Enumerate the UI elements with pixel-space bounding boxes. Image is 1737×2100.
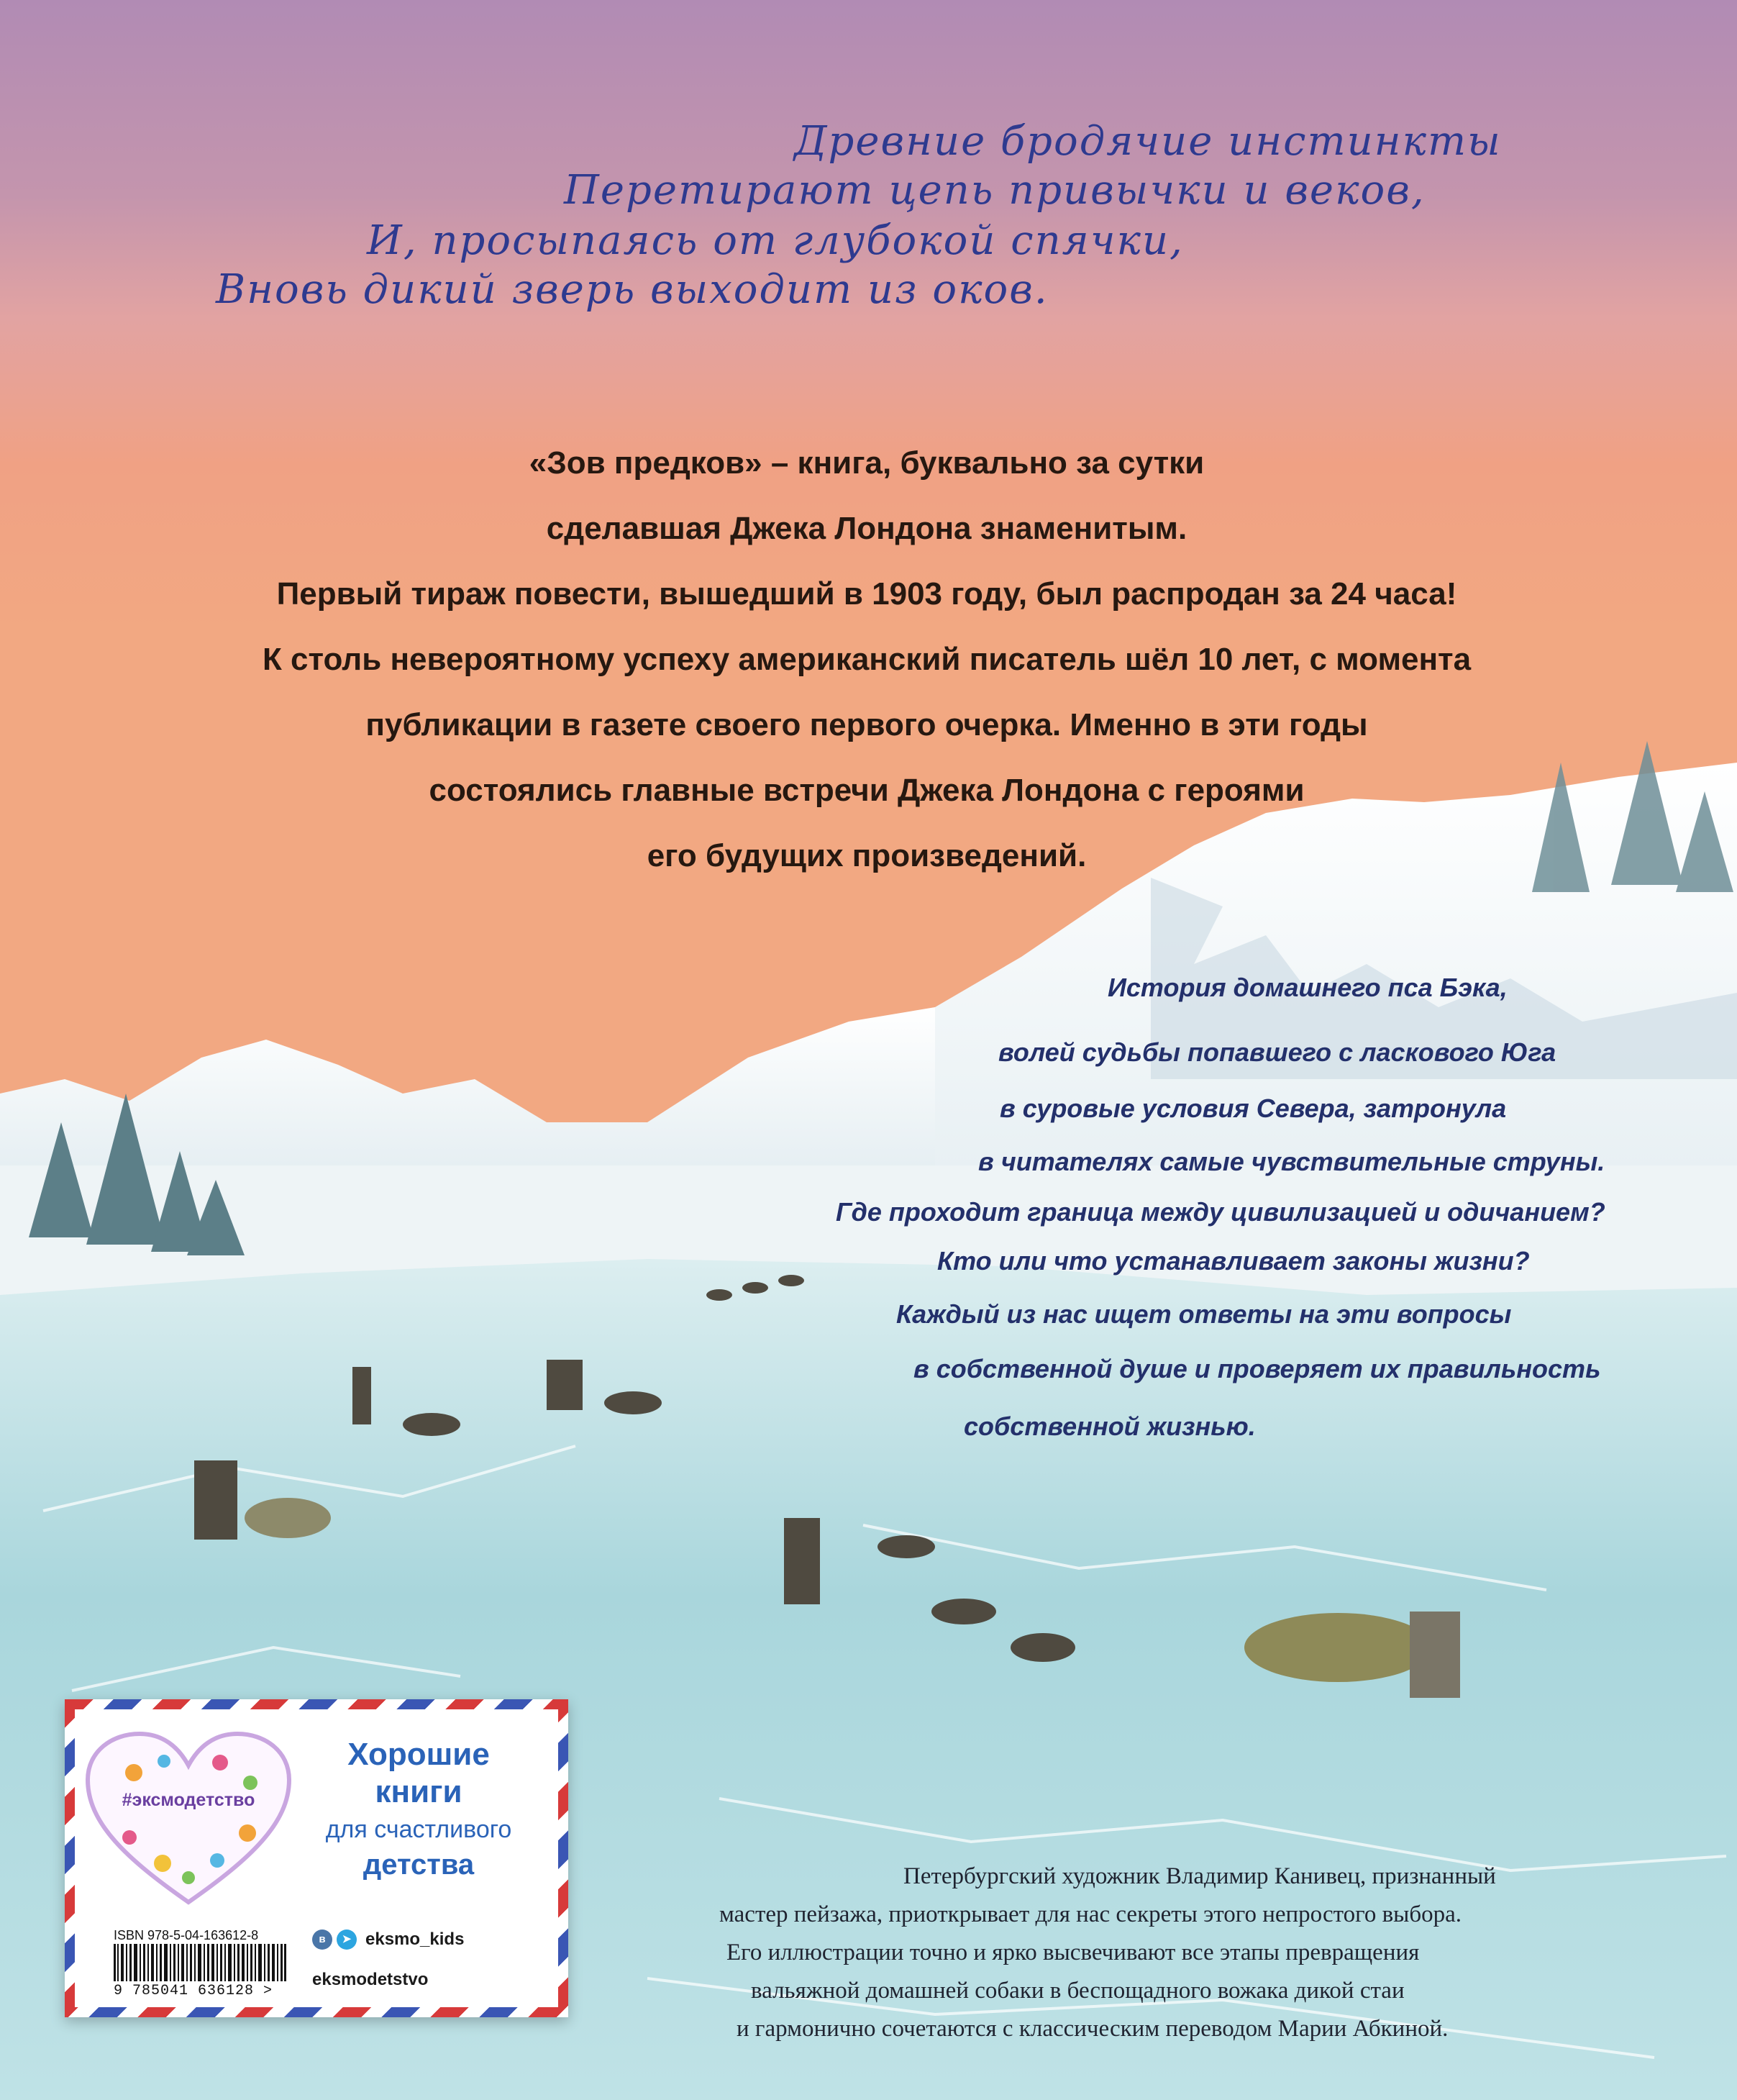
barcode-icon [114, 1944, 286, 1981]
story-line-7: Каждый из нас ищет ответы на эти вопросы [896, 1299, 1512, 1329]
intro-line-2: сделавшая Джека Лондона знаменитым. [546, 511, 1187, 546]
isbn-digits: 9 785041 636128 > [114, 1983, 273, 1999]
story-line-1: История домашнего пса Бэка, [1108, 973, 1508, 1002]
heart-logo-icon [83, 1729, 293, 1909]
poem-line-2: Перетирают цепь привычки и веков, [564, 167, 1426, 214]
intro-line-3: Первый тираж повести, вышедший в 1903 году, был распродан за 24 часа! [276, 576, 1457, 612]
intro-paragraph [144, 430, 1590, 888]
illustrator-line-1: Петербургский художник Владимир Канивец, признанный [903, 1863, 1496, 1889]
intro-line-1: «Зов предков» – книга, буквально за сутки [529, 445, 1205, 481]
poem-line-4: Вновь дикий зверь выходит из оков. [216, 266, 1049, 313]
intro-line-5: публикации в газете своего первого очерка. Именно в эти годы [365, 707, 1368, 742]
story-line-8: в собственной душе и проверяет их правильность [913, 1354, 1601, 1383]
telegram-icon: ➤ [337, 1929, 357, 1950]
vk-icon: в [312, 1929, 332, 1950]
story-line-6: Кто или что устанавливает законы жизни? [937, 1246, 1530, 1276]
postcard-body [75, 1709, 558, 2007]
intro-line-7: его будущих произведений. [647, 838, 1087, 873]
site-name: eksmodetstvo [312, 1970, 429, 1989]
story-line-2: волей судьбы попавшего с ласкового Юга [998, 1037, 1556, 1067]
tagline-line-1: Хорошие [347, 1737, 490, 1772]
story-line-4: в читателях самые чувствительные струны. [978, 1147, 1605, 1176]
social-handle: eksmo_kids [365, 1929, 465, 1949]
isbn-label: ISBN 978-5-04-163612-8 [114, 1928, 259, 1942]
illustrator-line-2: мастер пейзажа, приоткрывает для нас секреты этого непростого выбора. [719, 1901, 1462, 1927]
illustrator-line-4: вальяжной домашней собаки в беспощадного вожака дикой стаи [751, 1978, 1405, 2004]
hashtag-label: #эксмодетство [122, 1790, 255, 1810]
intro-line-6: состоялись главные встречи Джека Лондона с героями [429, 773, 1305, 808]
publisher-postcard [65, 1699, 568, 2017]
tagline-line-4: детства [363, 1849, 475, 1881]
story-line-9: собственной жизнью. [964, 1412, 1256, 1441]
intro-line-4: К столь невероятному успеху американский писатель шёл 10 лет, с момента [262, 642, 1472, 677]
story-line-5: Где проходит граница между цивилизацией и одичанием? [836, 1197, 1605, 1227]
illustrator-line-5: и гармонично сочетаются с классическим переводом Марии Абкиной. [737, 2016, 1449, 2042]
illustrator-line-3: Его иллюстрации точно и ярко высвечивают все этапы превращения [726, 1940, 1420, 1965]
poem-line-1: Древние бродячие инстинкты [794, 118, 1502, 165]
story-line-3: в суровые условия Севера, затронула [1000, 1094, 1507, 1123]
poem-line-3: И, просыпаясь от глубокой спячки, [367, 217, 1184, 264]
tagline-line-3: для счастливого [325, 1816, 512, 1843]
tagline-line-2: книги [375, 1774, 462, 1809]
